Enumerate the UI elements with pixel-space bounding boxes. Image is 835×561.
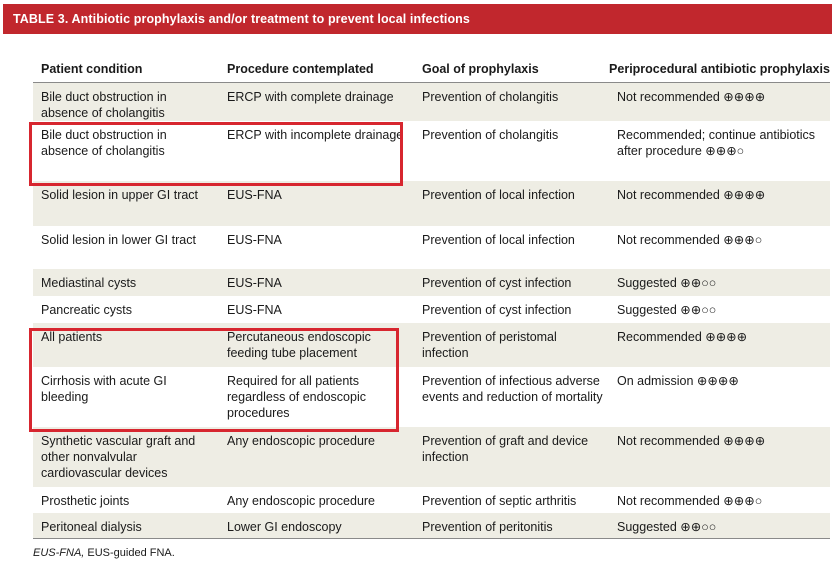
footnote-text: EUS-guided FNA. [84, 547, 175, 559]
cell-procedure: EUS-FNA [227, 303, 282, 317]
cell-condition: Synthetic vascular graft and other nonvalvular cardiovascular devices [33, 427, 219, 487]
cell-goal: Prevention of septic arthritis [422, 494, 577, 508]
cell-goal: Prevention of local infection [414, 181, 609, 226]
table-row [33, 181, 830, 226]
table-row [33, 487, 830, 513]
prophylaxis-table [33, 34, 830, 539]
table-container [33, 34, 830, 539]
cell-procedure: Any endoscopic procedure [227, 494, 376, 508]
cell-procedure: EUS-FNA [227, 233, 282, 247]
header-goal: Goal of prophylaxis [414, 34, 609, 82]
cell-goal: Prevention of graft and device infection [414, 427, 609, 487]
cell-procedure: Lower GI endoscopy [219, 513, 414, 538]
cell-condition: Cirrhosis with acute GI bleeding [41, 374, 167, 404]
cell-goal: Prevention of peristomal infection [414, 323, 609, 367]
cell-goal: Prevention of peritonitis [414, 513, 609, 538]
cell-condition: Pancreatic cysts [41, 303, 133, 317]
cell-condition: Solid lesion in upper GI tract [33, 181, 219, 226]
cell-condition: Mediastinal cysts [33, 269, 219, 296]
cell-prophylaxis: Suggested ⊕⊕○○ [609, 513, 830, 538]
header-procedure: Procedure contemplated [219, 34, 414, 82]
cell-prophylaxis: On admission ⊕⊕⊕⊕ [617, 374, 739, 388]
cell-goal: Prevention of cholangitis [414, 82, 609, 121]
cell-procedure: Any endoscopic procedure [219, 427, 414, 487]
cell-prophylaxis: Not recommended ⊕⊕⊕⊕ [609, 181, 830, 226]
table-row [33, 226, 830, 269]
cell-condition: Peritoneal dialysis [33, 513, 219, 538]
cell-procedure: ERCP with complete drainage [219, 82, 414, 121]
cell-prophylaxis: Not recommended ⊕⊕⊕⊕ [609, 427, 830, 487]
cell-goal: Prevention of cyst infection [422, 303, 572, 317]
cell-procedure: EUS-FNA [219, 269, 414, 296]
footnote-abbreviation: EUS-FNA, [33, 547, 85, 559]
table-row [33, 296, 830, 323]
cell-condition: Prosthetic joints [41, 494, 130, 508]
cell-procedure: ERCP with incomplete drainage [227, 128, 404, 142]
cell-goal: Prevention of infectious adverse events and reduction of mortality [422, 374, 603, 404]
cell-prophylaxis: Suggested ⊕⊕○○ [609, 269, 830, 296]
cell-procedure: Percutaneous endoscopic feeding tube placement [219, 323, 414, 367]
cell-prophylaxis: Recommended ⊕⊕⊕⊕ [609, 323, 830, 367]
highlight-box-ercp-incomplete [29, 122, 403, 186]
highlight-box-feeding-cirrhosis [29, 328, 399, 432]
cell-prophylaxis: Not recommended ⊕⊕⊕○ [617, 233, 763, 247]
cell-condition: Bile duct obstruction in absence of cholangitis [41, 128, 167, 158]
cell-condition: Bile duct obstruction in absence of cholangitis [33, 82, 219, 121]
cell-prophylaxis: Not recommended ⊕⊕⊕○ [617, 494, 763, 508]
table-row [33, 269, 830, 296]
header-patient-condition: Patient condition [33, 34, 219, 82]
table-title: TABLE 3. Antibiotic prophylaxis and/or treatment to prevent local infections [3, 4, 832, 34]
cell-goal: Prevention of cholangitis [422, 128, 559, 142]
cell-condition: Solid lesion in lower GI tract [41, 233, 196, 247]
cell-prophylaxis: Not recommended ⊕⊕⊕⊕ [609, 82, 830, 121]
cell-prophylaxis: Suggested ⊕⊕○○ [617, 303, 717, 317]
footnote [33, 547, 175, 559]
cell-goal: Prevention of cyst infection [414, 269, 609, 296]
table-row [33, 513, 830, 538]
cell-procedure: EUS-FNA [219, 181, 414, 226]
cell-goal: Prevention of local infection [422, 233, 575, 247]
header-row [33, 34, 830, 82]
cell-condition: All patients [33, 323, 219, 367]
cell-procedure: Required for all patients regardless of endoscopic procedures [227, 374, 366, 420]
cell-prophylaxis: Recommended; continue antibiotics after procedure ⊕⊕⊕○ [617, 128, 816, 158]
table-row [33, 82, 830, 121]
header-prophylaxis: Periprocedural antibiotic prophylaxis [609, 34, 830, 82]
table-row [33, 427, 830, 487]
